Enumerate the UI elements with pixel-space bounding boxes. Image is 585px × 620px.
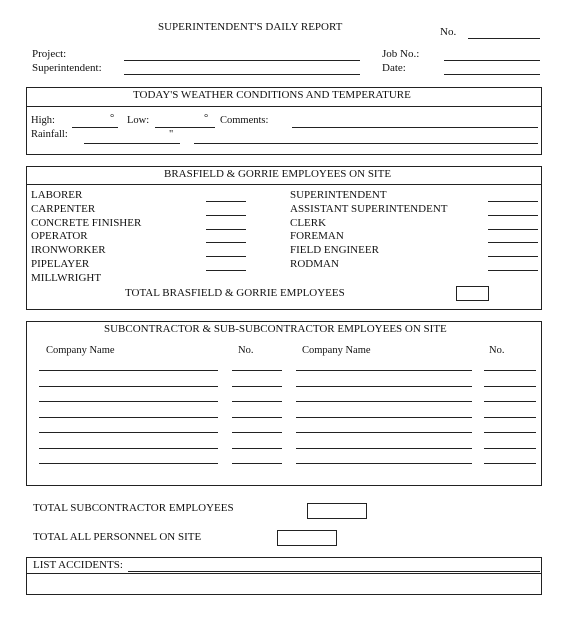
project-field[interactable] <box>124 60 360 61</box>
company-name-field[interactable] <box>296 370 472 371</box>
superintendent-field[interactable] <box>124 74 360 75</box>
company-count-field[interactable] <box>484 432 536 433</box>
company-name-field[interactable] <box>296 448 472 449</box>
employee-role-label: LABORER <box>31 189 83 201</box>
company-count-field[interactable] <box>232 463 282 464</box>
company-name-field[interactable] <box>296 386 472 387</box>
employee-role-label: PIPELAYER <box>31 258 90 270</box>
employee-role-label: FIELD ENGINEER <box>290 244 379 257</box>
employees-heading: BRASFIELD & GORRIE EMPLOYEES ON SITE <box>164 168 392 180</box>
low-degree: ° <box>204 113 209 124</box>
rainfall-label: Rainfall: <box>31 129 68 140</box>
company-count-field[interactable] <box>484 401 536 402</box>
company-name-field[interactable] <box>296 401 472 402</box>
comments-field[interactable] <box>292 127 538 128</box>
employee-count-field[interactable] <box>488 270 538 271</box>
company-count-field[interactable] <box>484 417 536 418</box>
no-header-right: No. <box>489 345 505 356</box>
company-name-field[interactable] <box>39 370 218 371</box>
company-name-field[interactable] <box>296 463 472 464</box>
employee-count-field[interactable] <box>206 215 246 216</box>
total-employees-label: TOTAL BRASFIELD & GORRIE EMPLOYEES <box>125 287 345 299</box>
employee-count-field[interactable] <box>206 270 246 271</box>
company-count-field[interactable] <box>232 448 282 449</box>
employee-role-label: SUPERINTENDENT <box>290 189 387 201</box>
total-subcontractor-box[interactable] <box>307 503 367 519</box>
employee-role-label: CLERK <box>290 216 327 229</box>
weather-divider <box>26 106 542 107</box>
low-label: Low: <box>127 115 150 126</box>
company-count-field[interactable] <box>484 370 536 371</box>
high-field[interactable] <box>72 127 118 128</box>
no-field[interactable] <box>468 38 540 39</box>
subcontractor-heading: SUBCONTRACTOR & SUB-SUBCONTRACTOR EMPLOYEES ON SITE <box>104 323 447 335</box>
weather-heading: TODAY'S WEATHER CONDITIONS AND TEMPERATURE <box>133 89 411 101</box>
project-label: Project: <box>32 48 67 60</box>
company-name-field[interactable] <box>296 432 472 433</box>
company-name-header-left: Company Name <box>46 345 115 356</box>
rainfall-inch-symbol: " <box>169 129 174 140</box>
low-field[interactable] <box>155 127 215 128</box>
employee-role-label: ASSISTANT SUPERINTENDENT <box>290 202 448 215</box>
employee-role-label: FOREMAN <box>290 230 344 243</box>
employee-count-field[interactable] <box>206 229 246 230</box>
company-name-field[interactable] <box>39 401 218 402</box>
high-degree: ° <box>110 113 115 124</box>
high-label: High: <box>31 115 55 126</box>
no-label: No. <box>440 26 457 38</box>
employees-divider <box>26 184 542 185</box>
company-count-field[interactable] <box>232 401 282 402</box>
employee-count-field[interactable] <box>206 256 246 257</box>
company-count-field[interactable] <box>484 448 536 449</box>
total-employees-box[interactable] <box>456 286 489 301</box>
company-name-field[interactable] <box>39 432 218 433</box>
employee-count-field[interactable] <box>488 256 538 257</box>
company-name-header-right: Company Name <box>302 345 371 356</box>
company-name-field[interactable] <box>39 386 218 387</box>
employee-count-field[interactable] <box>488 215 538 216</box>
employee-role-label: CONCRETE FINISHER <box>31 216 142 229</box>
company-count-field[interactable] <box>232 370 282 371</box>
employee-count-field[interactable] <box>488 201 538 202</box>
employee-count-field[interactable] <box>488 229 538 230</box>
company-count-field[interactable] <box>484 463 536 464</box>
company-count-field[interactable] <box>232 417 282 418</box>
employee-role-label: RODMAN <box>290 258 339 270</box>
accidents-divider <box>26 573 542 574</box>
total-subcontractor-label: TOTAL SUBCONTRACTOR EMPLOYEES <box>33 502 234 514</box>
employee-role-label: OPERATOR <box>31 230 88 243</box>
accidents-label: LIST ACCIDENTS: <box>33 559 123 571</box>
company-count-field[interactable] <box>232 386 282 387</box>
no-header-left: No. <box>238 345 254 356</box>
superintendent-label: Superintendent: <box>32 62 102 74</box>
report-title: SUPERINTENDENT'S DAILY REPORT <box>158 21 343 33</box>
accidents-field[interactable] <box>128 571 540 572</box>
employee-count-field[interactable] <box>206 201 246 202</box>
employee-role-label: CARPENTER <box>31 202 96 215</box>
employee-role-label: MILLWRIGHT <box>31 271 102 284</box>
comments-label: Comments: <box>220 115 269 126</box>
job-no-field[interactable] <box>444 60 540 61</box>
date-field[interactable] <box>444 74 540 75</box>
company-name-field[interactable] <box>39 417 218 418</box>
company-name-field[interactable] <box>39 463 218 464</box>
comments-field-2[interactable] <box>194 143 538 144</box>
company-name-field[interactable] <box>39 448 218 449</box>
total-personnel-label: TOTAL ALL PERSONNEL ON SITE <box>33 531 202 543</box>
company-name-field[interactable] <box>296 417 472 418</box>
date-label: Date: <box>382 62 406 74</box>
company-count-field[interactable] <box>484 386 536 387</box>
employee-count-field[interactable] <box>206 242 246 243</box>
job-no-label: Job No.: <box>382 48 420 60</box>
employee-count-field[interactable] <box>488 242 538 243</box>
company-count-field[interactable] <box>232 432 282 433</box>
employee-role-label: IRONWORKER <box>31 244 106 257</box>
total-personnel-box[interactable] <box>277 530 337 546</box>
rainfall-field[interactable] <box>84 143 180 144</box>
